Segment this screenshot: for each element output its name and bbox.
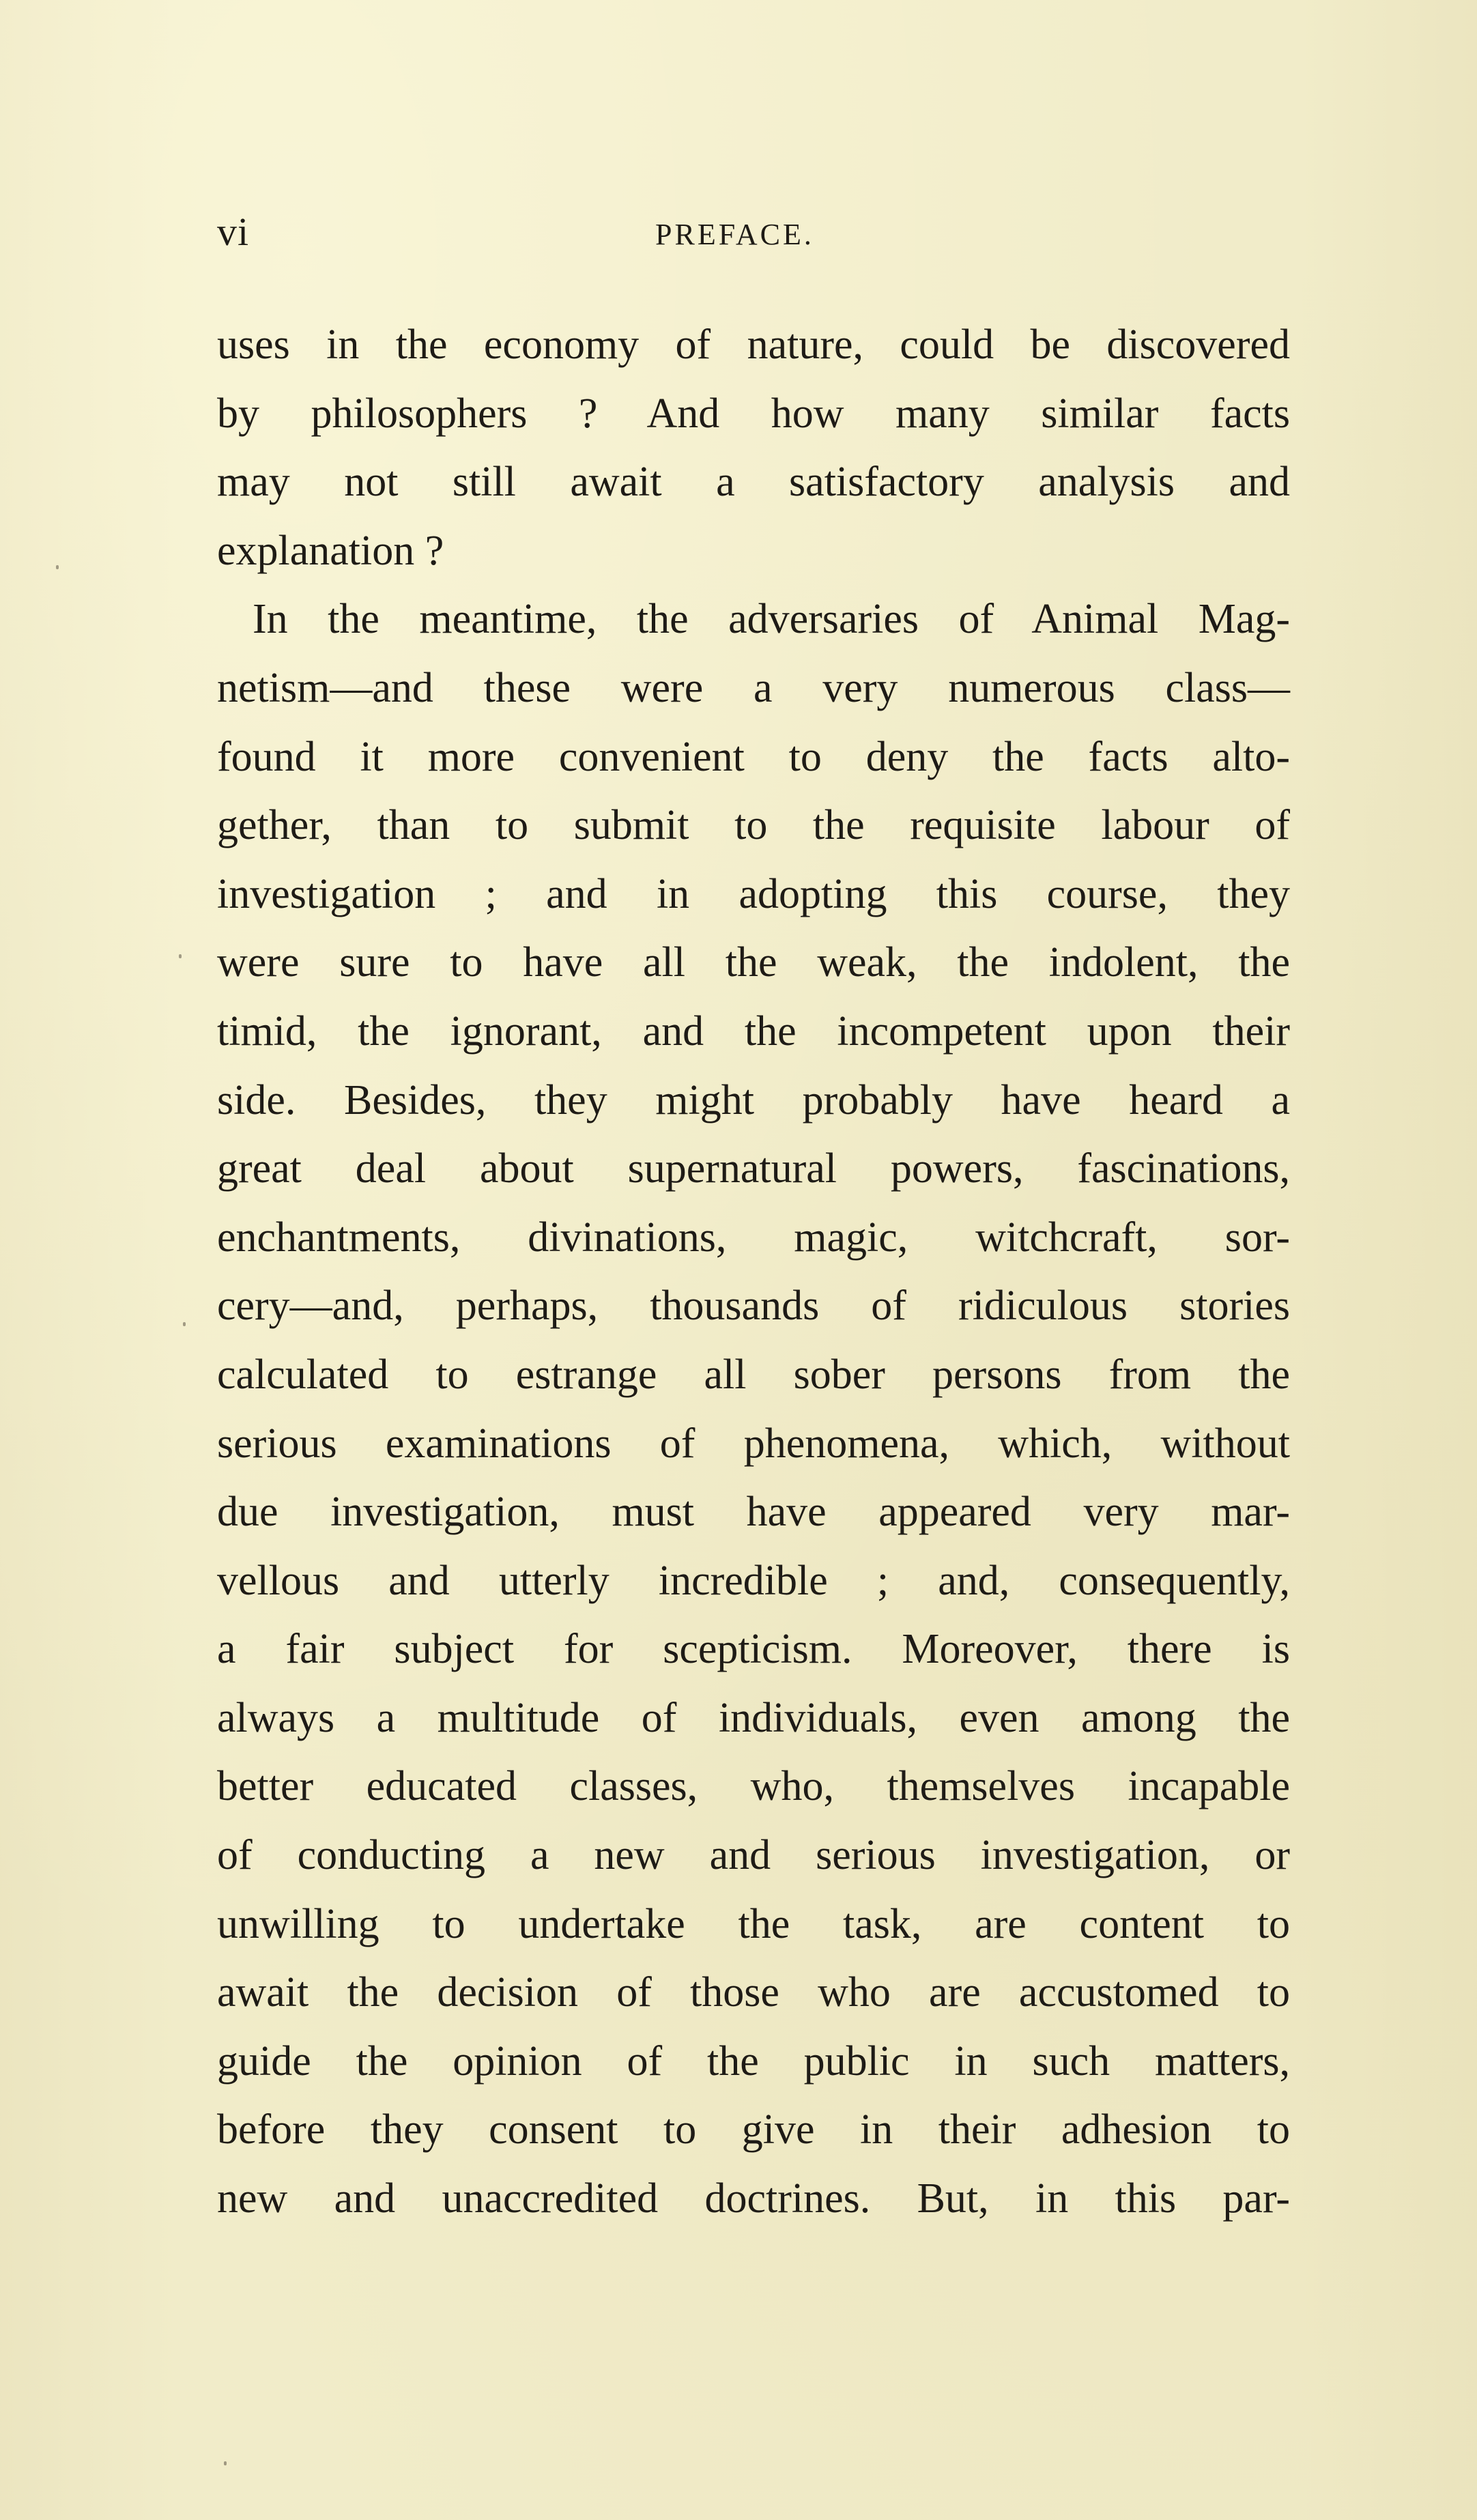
text-line: great deal about supernatural powers, fascinations, [217, 1145, 1290, 1192]
text-line: serious examinations of phenomena, which, without [217, 1420, 1290, 1467]
text-line: cery—and, perhaps, thousands of ridiculous stories [217, 1283, 1290, 1330]
text-line: gether, than to submit to the requisite labour of [217, 802, 1290, 849]
text-line: may not still await a satisfactory analysis and [217, 459, 1290, 506]
running-head [217, 205, 1290, 259]
text-line: always a multitude of individuals, even among the [217, 1694, 1290, 1741]
paper-speck [179, 954, 182, 958]
text-line: unwilling to undertake the task, are content to [217, 1900, 1290, 1947]
running-title: PREFACE. [655, 218, 814, 251]
text-line: were sure to have all the weak, the indolent, the [217, 939, 1290, 986]
text-line: due investigation, must have appeared very mar- [217, 1489, 1290, 1536]
paper-speck [224, 2461, 227, 2465]
text-line: of conducting a new and serious investigation, or [217, 1832, 1290, 1879]
text-line: found it more convenient to deny the facts alto- [217, 733, 1290, 780]
paragraph-start-line: In the meantime, the adversaries of Animal Mag- [253, 596, 1290, 643]
text-line: timid, the ignorant, and the incompetent upon their [217, 1007, 1290, 1055]
text-line: netism—and these were a very numerous class— [217, 664, 1290, 711]
text-line: before they consent to give in their adhesion to [217, 2106, 1290, 2153]
text-line: vellous and utterly incredible ; and, consequently, [217, 1557, 1290, 1604]
text-line: calculated to estrange all sober persons from the [217, 1351, 1290, 1398]
text-line: uses in the economy of nature, could be discovered [217, 321, 1290, 368]
text-line: a fair subject for scepticism. Moreover, there is [217, 1626, 1290, 1673]
text-line: by philosophers ? And how many similar facts [217, 390, 1290, 437]
text-line: guide the opinion of the public in such matters, [217, 2037, 1290, 2085]
text-line: explanation ? [217, 527, 444, 574]
text-line: await the decision of those who are accustomed to [217, 1969, 1290, 2016]
body-text [217, 311, 1290, 2233]
page-number: vi [217, 210, 250, 254]
paper-speck [183, 1322, 186, 1326]
text-line: investigation ; and in adopting this course, they [217, 870, 1290, 917]
text-line: side. Besides, they might probably have heard a [217, 1076, 1290, 1123]
text-line: enchantments, divinations, magic, witchcraft, sor- [217, 1214, 1290, 1261]
text-line: new and unaccredited doctrines. But, in this par- [217, 2175, 1290, 2222]
text-line: better educated classes, who, themselves incapable [217, 1763, 1290, 1810]
paper-speck [56, 565, 59, 569]
